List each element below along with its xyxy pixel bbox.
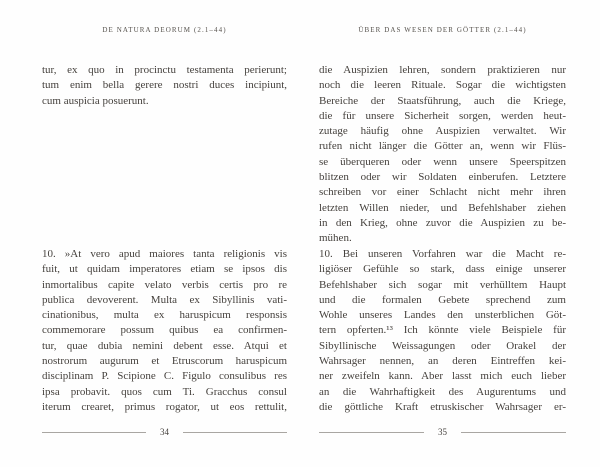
right-page-number: 35 <box>438 427 447 437</box>
text-line: tern opferten.¹³ Ich könnte viele Beispiele für <box>319 324 566 337</box>
left-page-footer <box>42 427 287 437</box>
text-line: se überqueren oder wenn unsere Speerspitzen <box>319 155 566 168</box>
text-line: und die formalen Gebete sprechend zum <box>319 293 566 306</box>
text-line: letzten Willen nieder, und Befehlshaber ziehen <box>319 201 566 214</box>
left-running-header: DE NATURA DEORUM (2.1–44) <box>102 26 227 34</box>
right-page-footer <box>319 427 566 437</box>
text-line: publica devoverent. Multa ex Sibyllinis vati- <box>42 293 287 306</box>
text-line: 10. »At vero apud maiores tanta religionis vis <box>42 248 287 260</box>
text-line: blitzen oder wir Soldaten einberufen. Letztere <box>319 171 566 184</box>
text-line: rufen nicht länger die Götter an, wenn wir Flüs- <box>319 140 566 153</box>
left-paragraph-1 <box>42 63 287 109</box>
text-line: nostrorum augurum et Etruscorum haruspicum <box>42 355 287 368</box>
text-line: in den Krieg, ohne zuvor die Auspizien zu be- <box>319 216 566 229</box>
footer-rule-right <box>183 432 287 433</box>
text-line: tum enim bella gerere nostri duces incipiunt, <box>42 79 287 92</box>
text-line: disciplinam P. Scipione C. Figulo consulibus res <box>42 370 287 383</box>
right-running-header: ÜBER DAS WESEN DER GÖTTER (2.1–44) <box>358 26 527 34</box>
text-line: iterum crearet, primus rogator, ut eos rettulit, <box>42 400 287 413</box>
text-line: zutage häufig ohne Auspizien verwaltet. Wir <box>319 125 566 138</box>
left-page <box>42 0 287 467</box>
text-line: Sibyllinische Weissagungen oder Orakel der <box>319 339 566 352</box>
text-line: inmortalibus capite velato verbis certis pro re <box>42 278 287 291</box>
text-line: commemorare possum quibus ea confirmen- <box>42 324 287 337</box>
text-line: die Auspizien lehren, sondern praktizieren nur <box>319 64 566 76</box>
text-line: tur, ex quo in procinctu testamenta perierunt; <box>42 64 287 76</box>
text-line: tur, quae dubia nemini debent esse. Atqui et <box>42 339 287 352</box>
left-page-number: 34 <box>160 427 169 437</box>
text-line: die göttliche Kraft etruskischer Wahrsager er- <box>319 400 566 413</box>
footer-rule-left <box>42 432 146 433</box>
right-paragraph-1 <box>319 63 566 247</box>
text-line: noch die leeren Rituale. Sogar die wichtigsten <box>319 79 566 92</box>
left-paragraph-2 <box>42 247 287 415</box>
text-line: Bereiche der Staatsführung, auch die Kriege, <box>319 94 566 107</box>
text-line: Wahrsager nennen, an deren Eintreffen kei- <box>319 355 566 368</box>
text-line: ipsa probavit. quos cum Ti. Gracchus consul <box>42 385 287 398</box>
text-line: mühen. <box>319 232 352 245</box>
text-line: die für unsere Sicherheit sorgen, werden heut- <box>319 109 566 122</box>
right-page <box>319 0 566 467</box>
footer-rule-left <box>319 432 424 433</box>
text-line: ner zweifeln kann. Aber lasst mich euch lieber <box>319 370 566 383</box>
text-line: Befehlshaber sich sogar mit verhülltem Haupt <box>319 278 566 291</box>
text-line: ligiöser Gefühle so stark, dass einige unserer <box>319 263 566 276</box>
footer-rule-right <box>461 432 566 433</box>
text-line: an die Wahrhaftigkeit des Augurentums und <box>319 385 566 398</box>
text-line: cum auspicia posuerunt. <box>42 94 149 107</box>
text-line: fuit, ut quidam imperatores etiam se ipsos dis <box>42 263 287 276</box>
right-paragraph-2 <box>319 247 566 415</box>
text-line: Wohle unseres Landes den unsterblichen Göt- <box>319 309 566 322</box>
text-line: cinationibus, multa ex haruspicum responsis <box>42 309 287 322</box>
text-line: 10. Bei unseren Vorfahren war die Macht re- <box>319 248 566 260</box>
text-line: schreiben vor einer Schlacht nicht mehr ihren <box>319 186 566 199</box>
